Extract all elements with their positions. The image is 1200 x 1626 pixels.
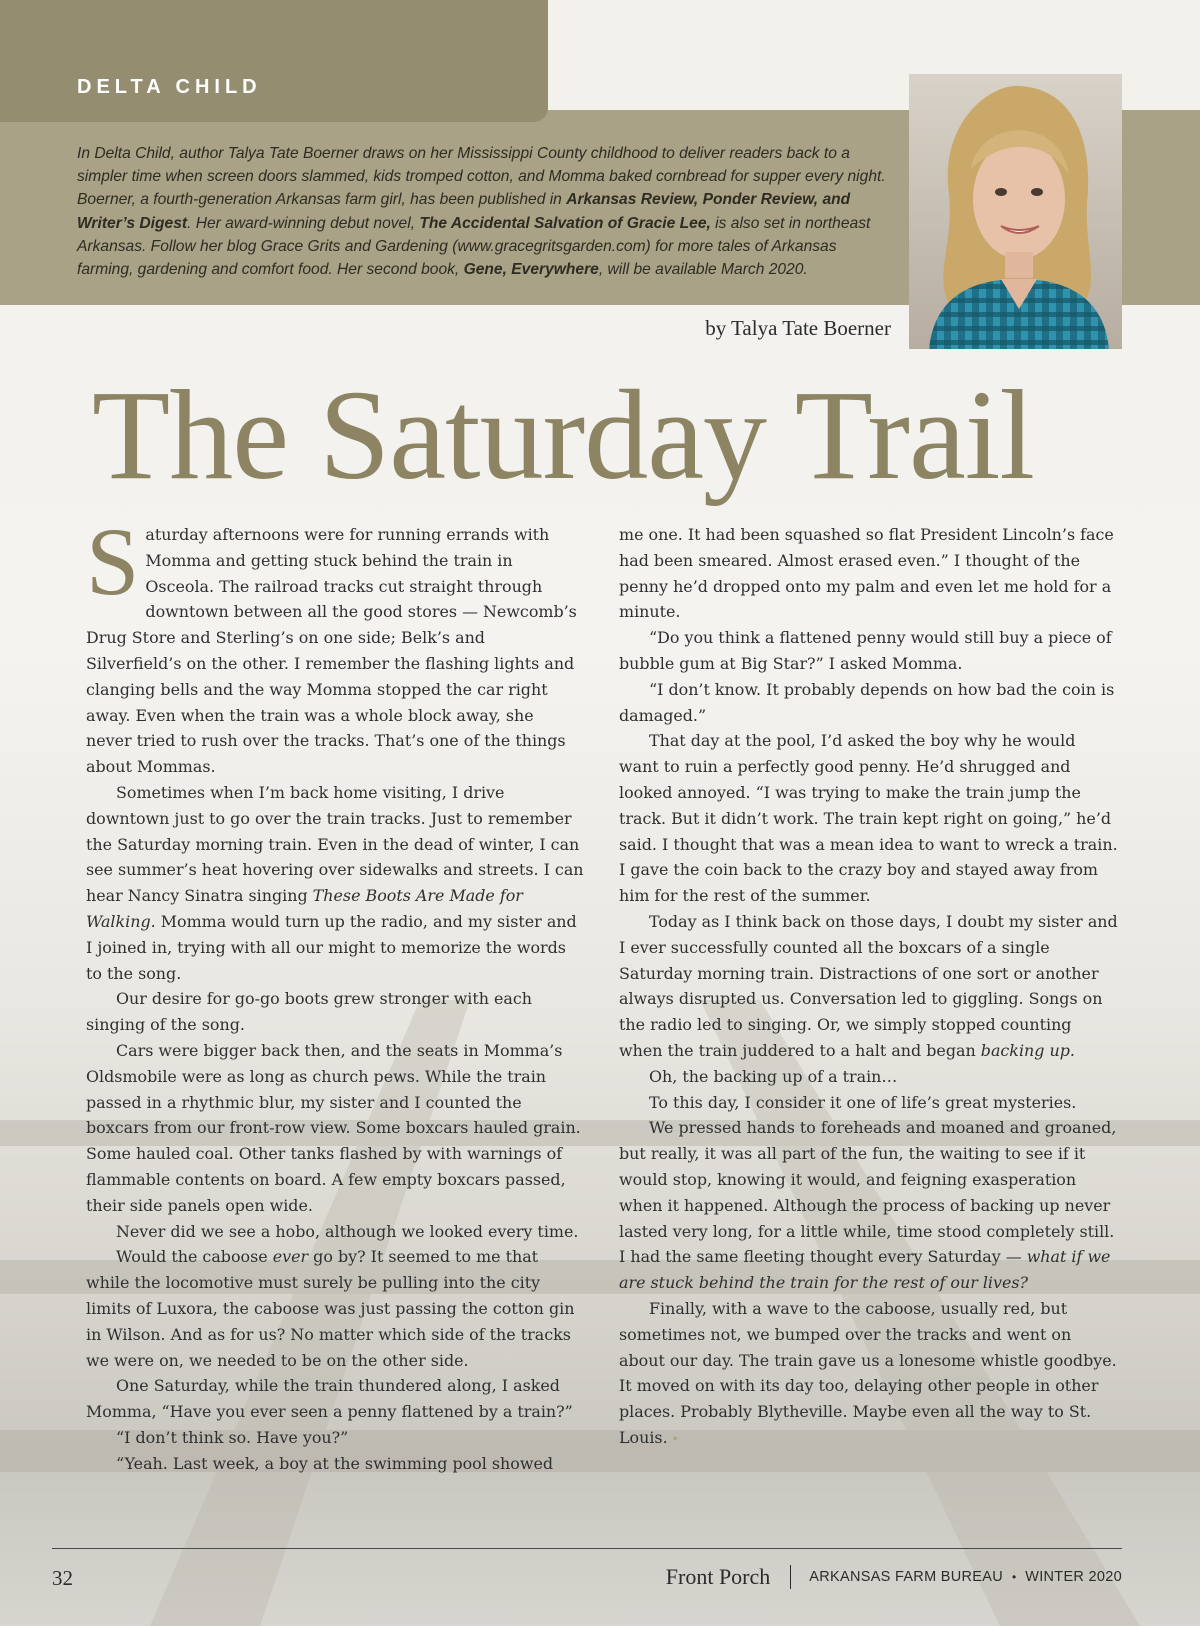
paragraph: Cars were bigger back then, and the seats in Momma’s Oldsmobile were as long as church pews. While the train passed in a rhythmic blur, my sister and I counted the boxcars from our front-row view. Some boxcars hauled grain. Some hauled coal. Other tanks flashed by with warnings of flammable contents on board. A few empty boxcars passed, their side panels open wide. — [86, 1040, 581, 1215]
paragraph-text: Finally, with a wave to the caboose, usually red, but sometimes not, we bumped over the tracks and went on about our day. The train gave us a lonesome whistle goodbye. It moved on with its day too, delaying other people in other places. Probably Blytheville. Maybe even all the way to St. Louis. — [619, 1298, 1117, 1447]
footer-bullet: • — [1012, 1570, 1017, 1584]
page-number: 32 — [52, 1566, 73, 1590]
paragraph-text: Momma would turn up the radio, and my sister and I joined in, trying with all our might to memorize the words to the song. — [86, 911, 577, 983]
drop-cap: S — [86, 508, 140, 615]
intro-publications: Arkansas Review, Ponder Review, and Writer’s Digest — [77, 191, 851, 232]
paragraph-text: Would the caboose — [116, 1247, 273, 1267]
organization-name: ARKANSAS FARM BUREAU — [809, 1569, 1004, 1585]
paragraph: One Saturday, while the train thundered along, I asked Momma, “Have you ever seen a penny flattened by a train?” — [86, 1376, 573, 1422]
emphasis: backing up. — [980, 1040, 1075, 1060]
footer-publication-info — [666, 1564, 1122, 1590]
intro-text-4: , will be available March 2020. — [598, 261, 808, 279]
end-mark: • — [671, 1431, 679, 1446]
intro-debut-novel: The Accidental Salvation of Gracie Lee, — [419, 214, 711, 232]
paragraph: “I don’t know. It probably depends on how bad the coin is damaged.” — [619, 679, 1115, 725]
footer-divider — [790, 1565, 791, 1589]
intro-text-3: is also set in northeast Arkansas. Follow her blog Grace Grits and Gardening (www.gracegritsgarden.com) for more tales of Arkansas farming, gardening and comfort food. Her second book, — [77, 214, 871, 279]
song-title: These Boots Are Made for Walking. — [86, 886, 523, 931]
paragraph: me one. It had been squashed so flat President Lincoln’s face had been smeared. Almost erased even.” I thought of the penny he’d dropped onto my palm and even let me hold for a minute. — [619, 525, 1114, 622]
author-portrait — [909, 74, 1122, 349]
paragraph — [86, 1244, 584, 1373]
article-column-left — [86, 508, 584, 1476]
emphasis: what if we are stuck behind the train for the rest of our lives? — [619, 1247, 1111, 1293]
footer-rule — [52, 1548, 1122, 1549]
intro-second-book: Gene, Everywhere — [463, 261, 599, 279]
intro-text-2: . Her award-winning debut novel, — [187, 214, 420, 232]
paragraph-text: Today as I think back on those days, I doubt my sister and I ever successfully counted all the boxcars of a single Saturday morning train. Distractions of one sort or another always disrupted us. Conversation led to giggling. Songs on the radio led to singing. Or, we simply stopped counting when the train juddered to a halt and began — [619, 911, 1118, 1060]
section-tab — [0, 0, 548, 122]
paragraph: “I don’t think so. Have you?” — [116, 1427, 349, 1447]
emphasis: ever — [272, 1247, 309, 1267]
paragraph — [619, 1296, 1119, 1453]
article-title: The Saturday Trail — [92, 364, 1034, 506]
paragraph: “Yeah. Last week, a boy at the swimming pool showed — [116, 1453, 554, 1473]
paragraph — [86, 508, 584, 780]
intro-text-1: In Delta Child, author Talya Tate Boerner draws on her Mississippi County childhood to deliver readers back to a simpler time when screen doors slammed, kids tromped cotton, and Momma baked cornbread for supper every night. Boerner, a fourth-generation Arkansas farm girl, has been published in — [77, 145, 886, 209]
publication-name: Front Porch — [665, 1564, 771, 1589]
paragraph-text: We pressed hands to foreheads and moaned and groaned, but really, it was all part of the fun, the waiting to see if it would stop, knowing it would, and feigning exasperation when it happened. Although the process of backing up never lasted very long, for a little while, time stood completely still. I had the same fleeting thought every Saturday — — [619, 1118, 1117, 1267]
paragraph — [619, 1115, 1119, 1296]
issue-season: WINTER 2020 — [1025, 1569, 1122, 1585]
paragraph-text: Sometimes when I’m back home visiting, I drive downtown just to go over the train tracks. Just to remember the Saturday morning train. Even in the dead of winter, I can see summer’s heat hovering over sidewalks and streets. I can hear Nancy Sinatra singing — [86, 782, 584, 906]
section-title: DELTA CHILD — [77, 76, 262, 98]
paragraph-text: go by? It seemed to me that while the locomotive must surely be pulling into the city limits of Luxora, the caboose was just passing the cotton gin in Wilson. And as for us? No matter which side of the tracks we were on, we needed to be on the other side. — [86, 1247, 575, 1370]
paragraph: Our desire for go-go boots grew stronger with each singing of the song. — [86, 989, 533, 1035]
paragraph: Oh, the backing up of a train… — [649, 1066, 898, 1086]
paragraph-text: aturday afternoons were for running errands with Momma and getting stuck behind the train in Osceola. The railroad tracks cut straight through downtown between all the good stores — Newcomb’s Drug Store and Sterling’s on one side; Belk’s and Silverfield’s on the other. I remember the flashing lights and clanging bells and the way Momma stopped the car right away. Even when the train was a whole block away, she never tried to rush over the tracks. That’s one of the things about Mommas. — [86, 525, 577, 777]
article-column-right — [619, 522, 1119, 1453]
paragraph: To this day, I consider it one of life’s great mysteries. — [649, 1092, 1077, 1112]
byline: by Talya Tate Boerner — [705, 316, 891, 340]
paragraph: “Do you think a flattened penny would still buy a piece of bubble gum at Big Star?” I asked Momma. — [619, 628, 1112, 673]
author-intro — [77, 142, 897, 281]
paragraph: Never did we see a hobo, although we looked every time. — [116, 1221, 579, 1241]
paragraph — [619, 909, 1119, 1064]
paragraph — [86, 780, 584, 986]
paragraph: That day at the pool, I’d asked the boy why he would want to ruin a perfectly good penny. He’d shrugged and looked annoyed. “I was trying to make the train jump the track. But it didn’t work. The train kept right on going,” he’d said. I thought that was a mean idea to want to wreck a train. I gave the coin back to the crazy boy and stayed away from him for the rest of the summer. — [619, 731, 1118, 906]
